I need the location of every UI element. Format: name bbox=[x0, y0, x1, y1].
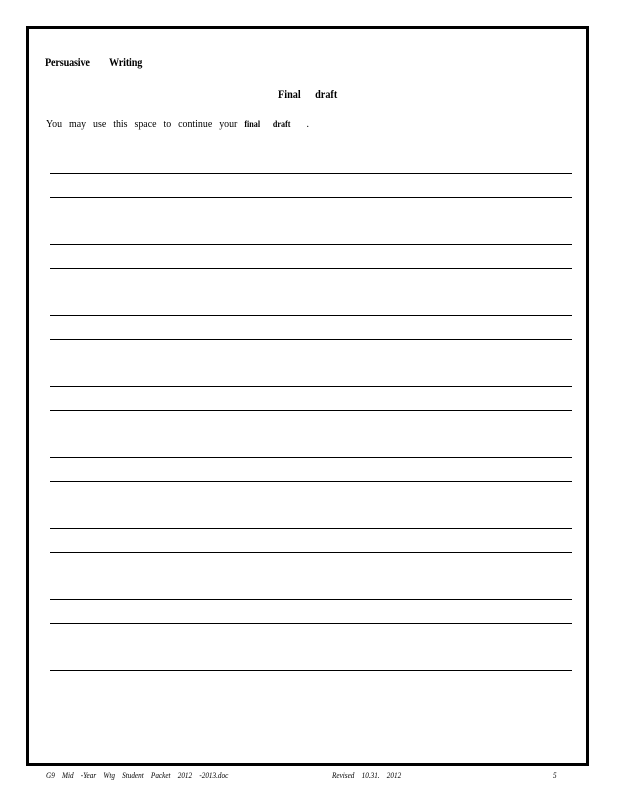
instruction-suffix: . bbox=[306, 118, 309, 130]
writing-line bbox=[50, 623, 572, 624]
writing-line bbox=[50, 410, 572, 411]
footer-page-number: 5 bbox=[553, 771, 557, 780]
writing-line bbox=[50, 244, 572, 245]
writing-line bbox=[50, 457, 572, 458]
instruction-text bbox=[46, 118, 309, 130]
writing-line bbox=[50, 386, 572, 387]
writing-line bbox=[50, 339, 572, 340]
document-title: Persuasive Writing bbox=[45, 55, 143, 69]
document-subtitle: Final draft bbox=[278, 87, 338, 101]
writing-line bbox=[50, 670, 572, 671]
footer-revised: Revised 10.31. 2012 bbox=[332, 771, 402, 780]
writing-line bbox=[50, 197, 572, 198]
writing-line bbox=[50, 315, 572, 316]
writing-line bbox=[50, 552, 572, 553]
instruction-prefix: You may use this space to continue your bbox=[46, 118, 238, 130]
writing-line bbox=[50, 481, 572, 482]
writing-line bbox=[50, 599, 572, 600]
instruction-emphasis: final draft bbox=[244, 119, 291, 129]
writing-line bbox=[50, 173, 572, 174]
writing-line bbox=[50, 268, 572, 269]
page-border bbox=[26, 26, 589, 766]
writing-line bbox=[50, 528, 572, 529]
footer-filename: G9 Mid -Year Wtg Student Packet 2012 -2013.doc bbox=[46, 771, 229, 780]
